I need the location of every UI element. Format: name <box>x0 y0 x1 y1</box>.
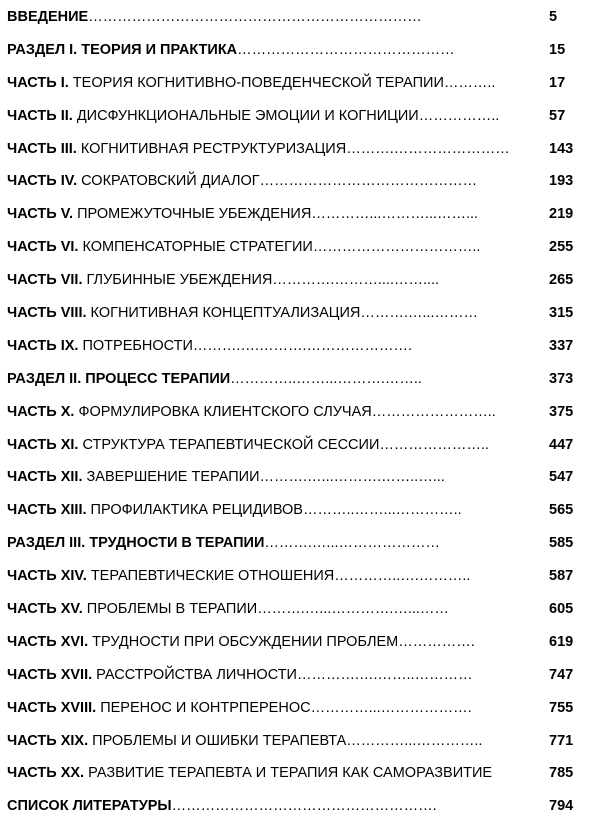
toc-row[interactable] <box>7 698 587 731</box>
toc-page-number: 193 <box>549 173 574 190</box>
toc-entry-title: ПОТРЕБНОСТИ <box>78 337 193 354</box>
toc-entry-label: ЧАСТЬ XX. <box>7 765 85 782</box>
toc-row[interactable] <box>7 731 587 764</box>
toc-page-number: 785 <box>549 765 574 782</box>
toc-dot-leader: ……….…………………… <box>346 140 510 157</box>
toc-entry-label: ЧАСТЬ VII. <box>7 272 83 289</box>
toc-entry-text <box>7 7 537 27</box>
toc-entry-text <box>7 73 537 93</box>
toc-dot-leader: ……….…...……….……..…... <box>259 469 445 486</box>
toc-entry-title: СОКРАТОВСКИЙ ДИАЛОГ <box>77 173 260 190</box>
toc-page-number: 771 <box>549 732 574 749</box>
toc-entry-text <box>7 763 537 783</box>
toc-dot-leader: …………...………….. <box>346 732 483 749</box>
toc-entry-text <box>7 632 537 652</box>
toc-entry-label: РАЗДЕЛ II. ПРОЦЕСС ТЕРАПИИ <box>7 370 231 387</box>
toc-page-number: 565 <box>549 502 574 519</box>
toc-entry-text <box>7 402 537 422</box>
toc-entry-label: ЧАСТЬ XI. <box>7 436 79 453</box>
toc-page-number: 375 <box>549 403 574 420</box>
toc-row[interactable] <box>7 303 587 336</box>
toc-dot-leader: …………………………………………………………… <box>88 9 422 25</box>
toc-row[interactable] <box>7 73 587 106</box>
toc-dot-leader: ………….….……..………… <box>296 666 473 683</box>
toc-entry-label: ЧАСТЬ XII. <box>7 469 83 486</box>
toc-entry-title: ПРОБЛЕМЫ И ОШИБКИ ТЕРАПЕВТА <box>88 732 347 749</box>
toc-dot-leader: ………………………………………………. <box>171 798 437 815</box>
toc-entry-label: ЧАСТЬ XV. <box>7 601 83 618</box>
toc-row[interactable] <box>7 665 587 698</box>
toc-dot-leader: …………..……...……….…….. <box>230 370 422 387</box>
toc-entry-label: ЧАСТЬ XVII. <box>7 666 93 683</box>
toc-entry-title: ТРУДНОСТИ ПРИ ОБСУЖДЕНИИ ПРОБЛЕМ <box>88 633 399 650</box>
toc-entry-title: ПРОМЕЖУТОЧНЫЕ УБЕЖДЕНИЯ <box>73 206 312 223</box>
toc-row[interactable] <box>7 40 587 73</box>
toc-page-number: 605 <box>549 601 574 618</box>
toc-entry-text <box>7 40 537 60</box>
toc-page-number: 747 <box>549 666 574 683</box>
toc-dot-leader: …………….. <box>418 107 500 124</box>
toc-entry-label: ЧАСТЬ XIII. <box>7 502 87 519</box>
toc-page-number: 315 <box>549 305 574 322</box>
toc-entry-title: ДИСФУНКЦИОНАЛЬНЫЕ ЭМОЦИИ И КОГНИЦИИ <box>72 107 419 124</box>
toc-entry-text <box>7 303 537 323</box>
toc-entry-text <box>7 467 537 487</box>
toc-entry-text <box>7 500 537 520</box>
toc-page-number: 143 <box>549 140 574 157</box>
toc-entry-title: РАССТРОЙСТВА ЛИЧНОСТИ <box>92 666 297 683</box>
toc-dot-leader: …………………………….. <box>312 239 481 256</box>
toc-page-number: 255 <box>549 239 574 256</box>
toc-row[interactable] <box>7 106 587 139</box>
toc-entry-text <box>7 204 537 224</box>
toc-entry-text <box>7 369 537 389</box>
toc-entry-title: ПРОФИЛАКТИКА РЕЦИДИВОВ <box>86 502 303 519</box>
toc-entry-text <box>7 796 537 816</box>
toc-dot-leader: ……………. <box>398 633 475 650</box>
toc-entry-text <box>7 139 537 159</box>
toc-entry-label: ЧАСТЬ VIII. <box>7 305 87 322</box>
toc-dot-leader: ……….…...………….…...…… <box>257 601 449 618</box>
toc-row[interactable] <box>7 467 587 500</box>
toc-row[interactable] <box>7 566 587 599</box>
toc-row[interactable] <box>7 7 587 40</box>
toc-entry-title: СТРУКТУРА ТЕРАПЕВТИЧЕСКОЙ СЕССИИ <box>78 436 380 453</box>
toc-entry-text <box>7 237 537 257</box>
toc-entry-label: ЧАСТЬ IV. <box>7 173 78 190</box>
toc-entry-label: РАЗДЕЛ I. ТЕОРИЯ И ПРАКТИКА <box>7 41 238 58</box>
toc-row[interactable] <box>7 369 587 402</box>
toc-entry-title: ПРОБЛЕМЫ В ТЕРАПИИ <box>82 601 258 618</box>
toc-page-number: 794 <box>549 798 574 815</box>
toc-entry-text <box>7 665 537 685</box>
toc-entry-label: ЧАСТЬ V. <box>7 206 74 223</box>
toc-entry-label: ВВЕДЕНИЕ <box>7 9 89 25</box>
toc-page-number: 619 <box>549 633 574 650</box>
toc-entry-label: ЧАСТЬ XVI. <box>7 633 89 650</box>
toc-entry-text <box>7 566 537 586</box>
toc-row[interactable] <box>7 435 587 468</box>
toc-entry-title: ГЛУБИННЫЕ УБЕЖДЕНИЯ <box>82 272 273 289</box>
toc-page-number: 755 <box>549 699 574 716</box>
toc-row[interactable] <box>7 270 587 303</box>
toc-entry-text <box>7 270 537 290</box>
toc-dot-leader: ……….. <box>443 74 496 91</box>
toc-entry-text <box>7 698 537 718</box>
toc-dot-leader: ………………….. <box>379 436 489 453</box>
toc-row[interactable] <box>7 139 587 172</box>
toc-entry-text <box>7 599 537 619</box>
toc-entry-label: ЧАСТЬ IX. <box>7 337 79 354</box>
toc-entry-text <box>7 106 537 126</box>
toc-dot-leader: ……….…...………………… <box>264 535 441 552</box>
toc-page-number: 57 <box>549 107 566 124</box>
toc-entry-label: ЧАСТЬ II. <box>7 107 73 124</box>
toc-dot-leader: …………………….. <box>371 403 496 420</box>
table-of-contents <box>7 7 587 829</box>
toc-entry-title: ТЕРАПЕВТИЧЕСКИЕ ОТНОШЕНИЯ <box>86 568 335 585</box>
toc-entry-title: КОГНИТИВНАЯ КОНЦЕПТУАЛИЗАЦИЯ <box>86 305 361 322</box>
toc-dot-leader: …………..….……….. <box>334 568 471 585</box>
toc-entry-title: КОМПЕНСАТОРНЫЕ СТРАТЕГИИ <box>78 239 313 256</box>
toc-row[interactable] <box>7 763 587 796</box>
toc-page-number: 337 <box>549 337 574 354</box>
toc-entry-title: ПЕРЕНОС И КОНТРПЕРЕНОС <box>96 699 311 716</box>
toc-entry-label: РАЗДЕЛ III. ТРУДНОСТИ В ТЕРАПИИ <box>7 535 265 552</box>
toc-entry-label: ЧАСТЬ III. <box>7 140 77 157</box>
toc-page-number: 15 <box>549 41 566 58</box>
toc-dot-leader: …………...………...……... <box>311 206 479 223</box>
toc-entry-text <box>7 731 537 751</box>
toc-page-number: 219 <box>549 206 574 223</box>
toc-entry-label: СПИСОК ЛИТЕРАТУРЫ <box>7 798 172 815</box>
toc-entry-text <box>7 336 537 356</box>
toc-entry-label: ЧАСТЬ VI. <box>7 239 79 256</box>
toc-row[interactable] <box>7 237 587 270</box>
toc-row[interactable] <box>7 402 587 435</box>
toc-entry-label: ЧАСТЬ XVIII. <box>7 699 97 716</box>
toc-page-number: 585 <box>549 535 574 552</box>
toc-entry-title: ТЕОРИЯ КОГНИТИВНО-ПОВЕДЕНЧЕСКОЙ ТЕРАПИИ <box>68 74 444 91</box>
toc-dot-leader: ……….…...……… <box>360 305 478 322</box>
toc-entry-label: ЧАСТЬ X. <box>7 403 75 420</box>
toc-entry-title: ЗАВЕРШЕНИЕ ТЕРАПИИ <box>82 469 260 486</box>
toc-row[interactable] <box>7 500 587 533</box>
toc-row[interactable] <box>7 171 587 204</box>
toc-entry-text <box>7 171 537 191</box>
toc-page-number: 265 <box>549 272 574 289</box>
toc-row[interactable] <box>7 599 587 632</box>
toc-row[interactable] <box>7 204 587 237</box>
toc-dot-leader: ……………………………………… <box>259 173 478 190</box>
toc-page-number: 547 <box>549 469 574 486</box>
toc-page-number: 373 <box>549 370 574 387</box>
toc-page-number: 17 <box>549 74 566 91</box>
toc-entry-text <box>7 533 537 553</box>
toc-entry-label: ЧАСТЬ XIX. <box>7 732 89 749</box>
toc-entry-title: РАЗВИТИЕ ТЕРАПЕВТА И ТЕРАПИЯ КАК САМОРАЗВИТИЕ <box>84 765 493 782</box>
toc-row[interactable] <box>7 796 587 829</box>
toc-entry-title: ФОРМУЛИРОВКА КЛИЕНТСКОГО СЛУЧАЯ <box>74 403 372 420</box>
toc-dot-leader: ………….………....…….... <box>272 272 440 289</box>
toc-page-number: 447 <box>549 436 574 453</box>
toc-dot-leader: …………...………………. <box>310 699 472 716</box>
toc-row[interactable] <box>7 632 587 665</box>
toc-entry-label: ЧАСТЬ XIV. <box>7 568 87 585</box>
toc-dot-leader: ……….….……….…………………. <box>192 337 413 354</box>
toc-entry-text <box>7 435 537 455</box>
toc-dot-leader: ………..……...………….. <box>302 502 462 519</box>
toc-entry-title: КОГНИТИВНАЯ РЕСТРУКТУРИЗАЦИЯ <box>76 140 347 157</box>
toc-page-number: 587 <box>549 568 574 585</box>
toc-row[interactable] <box>7 533 587 566</box>
toc-entry-label: ЧАСТЬ I. <box>7 74 69 91</box>
toc-dot-leader: ……………………………………… <box>237 41 455 58</box>
toc-row[interactable] <box>7 336 587 369</box>
toc-page-number: 5 <box>549 9 558 25</box>
